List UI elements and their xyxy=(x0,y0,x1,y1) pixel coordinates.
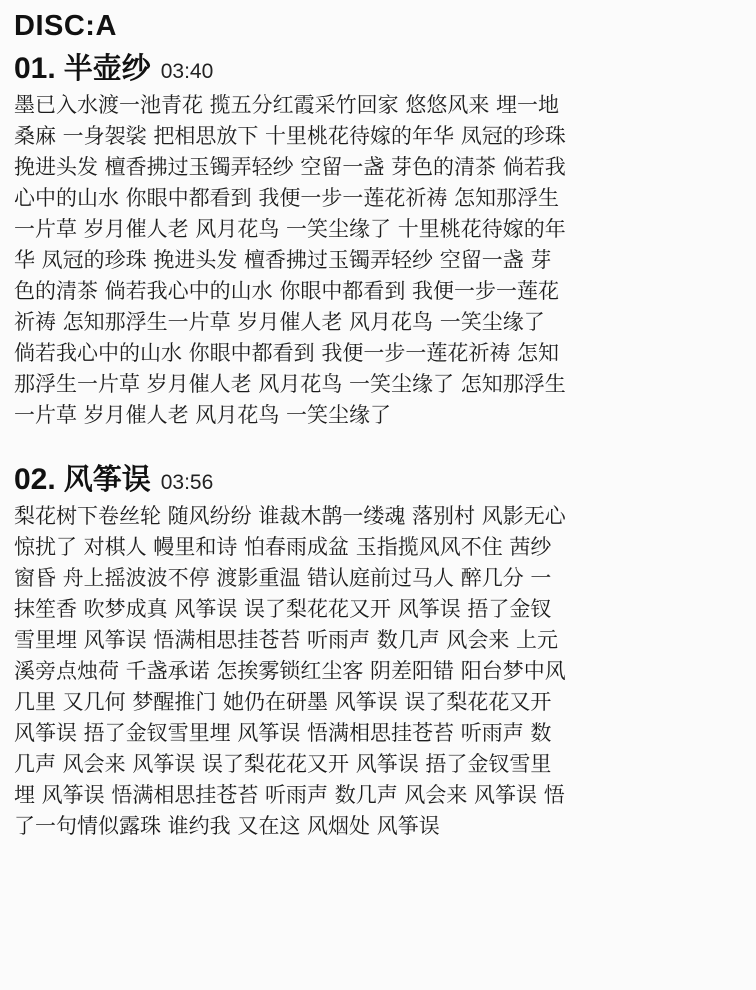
disc-label: DISC:A xyxy=(14,10,117,42)
track-title: 半壶纱 xyxy=(63,51,151,85)
lyric-line: 埋 风筝误 悟满相思挂苍苔 听雨声 数几声 风会来 风筝误 悟 xyxy=(14,783,565,807)
track-lyrics xyxy=(14,501,742,842)
lyric-line: 梨花树下卷丝轮 随风纷纷 谁裁木鹊一缕魂 落别村 风影无心 xyxy=(14,504,566,528)
lyric-line: 那浮生一片草 岁月催人老 风月花鸟 一笑尘缘了 怎知那浮生 xyxy=(14,372,566,396)
lyric-line: 了一句情似露珠 谁约我 又在这 风烟处 风筝误 xyxy=(14,814,440,838)
lyric-line: 风筝误 捂了金钗雪里埋 风筝误 悟满相思挂苍苔 听雨声 数 xyxy=(14,721,552,745)
lyric-line: 倘若我心中的山水 你眼中都看到 我便一步一莲花祈祷 怎知 xyxy=(14,341,560,365)
lyric-line: 一片草 岁月催人老 风月花鸟 一笑尘缘了 十里桃花待嫁的年 xyxy=(14,217,566,241)
lyric-line: 雪里埋 风筝误 悟满相思挂苍苔 听雨声 数几声 风会来 上元 xyxy=(14,628,559,652)
track-header xyxy=(14,46,742,90)
track-duration: 03:40 xyxy=(160,60,214,83)
lyric-line: 几里 又几何 梦醒推门 她仍在研墨 风筝误 误了梨花花又开 xyxy=(14,690,552,714)
lyric-line: 惊扰了 对棋人 幔里和诗 怕春雨成盆 玉指揽风风不住 茜纱 xyxy=(14,535,552,559)
track-title: 风筝误 xyxy=(63,462,151,496)
track-2 xyxy=(14,457,742,842)
track-header xyxy=(14,457,742,501)
lyric-line: 窗昏 舟上摇波波不停 渡影重温 错认庭前过马人 醉几分 一 xyxy=(14,566,552,590)
track-duration: 03:56 xyxy=(160,471,214,494)
track-lyrics xyxy=(14,90,742,431)
lyric-line: 桑麻 一身袈裟 把相思放下 十里桃花待嫁的年华 凤冠的珍珠 xyxy=(14,124,566,148)
lyric-line: 挽进头发 檀香拂过玉镯弄轻纱 空留一盏 芽色的清茶 倘若我 xyxy=(14,155,566,179)
lyric-line: 华 凤冠的珍珠 挽进头发 檀香拂过玉镯弄轻纱 空留一盏 芽 xyxy=(14,248,552,272)
lyric-line: 心中的山水 你眼中都看到 我便一步一莲花祈祷 怎知那浮生 xyxy=(14,186,560,210)
track-number: 01. xyxy=(14,52,56,85)
track-number: 02. xyxy=(14,463,56,496)
track-separator xyxy=(14,431,742,457)
lyric-line: 色的清茶 倘若我心中的山水 你眼中都看到 我便一步一莲花 xyxy=(14,279,560,303)
lyric-line: 一片草 岁月催人老 风月花鸟 一笑尘缘了 xyxy=(14,403,392,427)
lyrics-sheet xyxy=(14,6,742,842)
lyric-line: 祈祷 怎知那浮生一片草 岁月催人老 风月花鸟 一笑尘缘了 xyxy=(14,310,545,334)
track-1 xyxy=(14,46,742,431)
lyric-line: 几声 风会来 风筝误 误了梨花花又开 风筝误 捂了金钗雪里 xyxy=(14,752,552,776)
lyric-line: 墨已入水渡一池青花 揽五分红霞采竹回家 悠悠风来 埋一地 xyxy=(14,93,560,117)
lyric-line: 溪旁点烛荷 千盏承诺 怎挨雾锁红尘客 阴差阳错 阳台梦中风 xyxy=(14,659,566,683)
lyric-line: 抹笙香 吹梦成真 风筝误 误了梨花花又开 风筝误 捂了金钗 xyxy=(14,597,552,621)
